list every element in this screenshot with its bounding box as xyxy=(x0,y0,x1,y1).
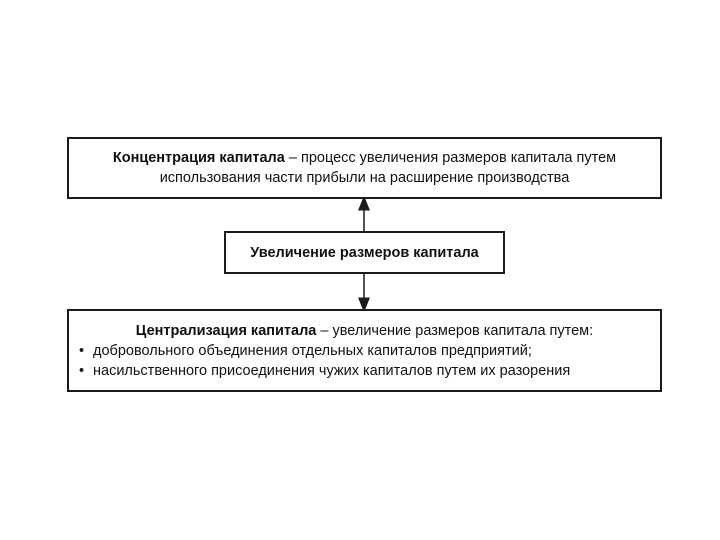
bullet-icon: • xyxy=(79,343,85,359)
centralization-list xyxy=(69,341,660,381)
list-item-text: насильственного присоединения чужих капиталов путем их разорения xyxy=(93,363,571,379)
concentration-line-1 xyxy=(113,148,616,168)
centralization-term: Централизация капитала xyxy=(135,323,317,339)
capital-increase-box xyxy=(224,231,505,274)
list-item xyxy=(79,341,660,361)
centralization-definition: увеличение размеров капитала путем: xyxy=(332,323,594,339)
concentration-dash: – xyxy=(284,150,301,166)
centralization-box xyxy=(67,309,662,392)
list-item xyxy=(79,361,660,381)
concentration-definition-2: использования части прибыли на расширение производства xyxy=(159,170,570,186)
centralization-heading xyxy=(69,321,660,341)
concentration-definition-1: процесс увеличения размеров капитала путем xyxy=(300,150,617,166)
concentration-box xyxy=(67,137,662,199)
capital-increase-label: Увеличение размеров капитала xyxy=(250,244,479,261)
concentration-term: Концентрация капитала xyxy=(112,150,285,166)
bullet-icon: • xyxy=(79,363,85,379)
centralization-dash: – xyxy=(316,323,333,339)
list-item-text: добровольного объединения отдельных капиталов предприятий; xyxy=(93,343,532,359)
